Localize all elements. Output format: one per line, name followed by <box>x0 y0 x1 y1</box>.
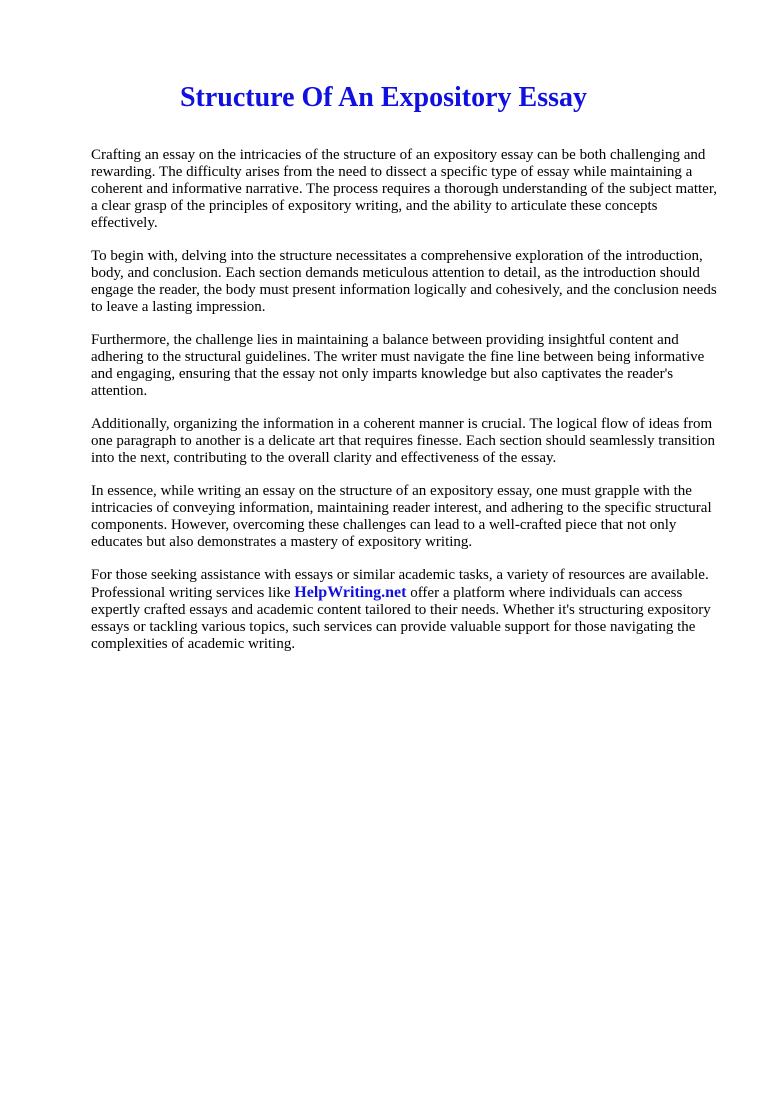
paragraph-6 <box>91 567 719 653</box>
paragraph-2: To begin with, delving into the structure necessitates a comprehensive exploration of the introduction, body, and conclusion. Each section demands meticulous attention to detail, as the introduction should engage the reader, the body must present information logically and cohesively, and the conclusion needs to leave a lasting impression. <box>91 248 717 315</box>
paragraph-6-before-link: For those seeking assistance with essays or similar academic tasks, a variety of resources are available. Professional writing services like <box>91 567 709 601</box>
paragraph-1: Crafting an essay on the intricacies of the structure of an expository essay can be both challenging and rewarding. The difficulty arises from the need to dissect a specific type of essay while maintaining a coherent and informative narrative. The process requires a thorough understanding of the subject matter, a clear grasp of the principles of expository writing, and the ability to articulate these concepts effectively. <box>91 147 717 231</box>
page-title: Structure Of An Expository Essay <box>179 82 588 113</box>
document-body <box>91 147 719 653</box>
document-page <box>0 80 768 1104</box>
paragraph-4: Additionally, organizing the information in a coherent manner is crucial. The logical flow of ideas from one paragraph to another is a delicate art that requires finesse. Each section should seamlessly transition into the next, contributing to the overall clarity and effectiveness of the essay. <box>91 416 715 466</box>
paragraph-5: In essence, while writing an essay on the structure of an expository essay, one must grapple with the intricacies of conveying information, maintaining reader interest, and adhering to the specific structural components. However, overcoming these challenges can lead to a well-crafted piece that not only educates but also demonstrates a mastery of expository writing. <box>91 483 712 550</box>
paragraph-3: Furthermore, the challenge lies in maintaining a balance between providing insightful content and adhering to the structural guidelines. The writer must navigate the fine line between being informative and engaging, ensuring that the essay not only imparts knowledge but also captivates the reader's attention. <box>91 332 705 399</box>
paragraph-6-after-link: offer a platform where individuals can access expertly crafted essays and academic content tailored to their needs. Whether it's structuring expository essays or tackling various topics, such services can provide valuable support for those navigating the complexities of academic writing. <box>91 585 711 652</box>
helpwriting-link[interactable]: HelpWriting.net <box>294 584 407 601</box>
